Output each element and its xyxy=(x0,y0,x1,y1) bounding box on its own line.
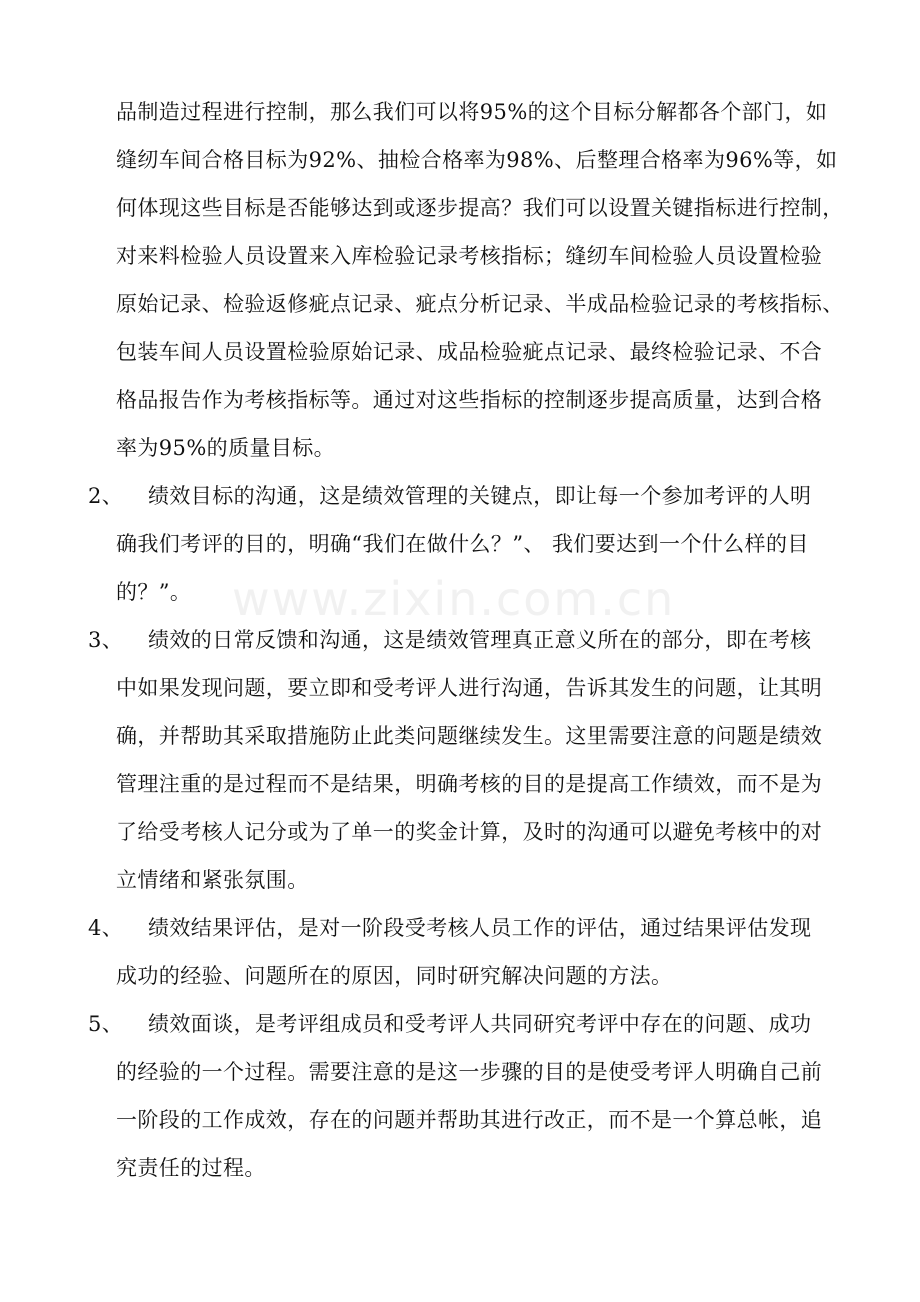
list-item-number: 2、 xyxy=(88,484,124,508)
text-line: 的？”。 xyxy=(116,580,192,604)
text-line: 确，并帮助其采取措施防止此类问题继续发生。这里需要注意的问题是绩效 xyxy=(116,724,823,748)
list-item-first-line xyxy=(0,472,920,520)
list-item-text: 绩效面谈，是考评组成员和受考评人共同研究考评中存在的问题、成功 xyxy=(148,1012,812,1036)
list-item-number: 3、 xyxy=(88,628,124,652)
list-item-number: 4、 xyxy=(88,916,124,940)
text-line: 究责任的过程。 xyxy=(116,1156,266,1180)
list-item-3 xyxy=(0,616,920,904)
text-line: 一阶段的工作成效，存在的问题并帮助其进行改正，而不是一个算总帐，追 xyxy=(116,1108,823,1132)
list-item-first-line xyxy=(0,616,920,664)
list-item-number: 5、 xyxy=(88,1012,124,1036)
text-line: 成功的经验、问题所在的原因，同时研究解决问题的方法。 xyxy=(116,964,673,988)
text-line: 何体现这些目标是否能够达到或逐步提高？我们可以设置关键指标进行控制， xyxy=(116,196,844,220)
list-item-text: 绩效结果评估，是对一阶段受考核人员工作的评估，通过结果评估发现 xyxy=(148,916,812,940)
document-body xyxy=(0,88,920,1192)
text-line: 品制造过程进行控制，那么我们可以将95%的这个目标分解都各个部门，如 xyxy=(116,100,828,124)
text-line: 确我们考评的目的，明确“我们在做什么？”、 我们要达到一个什么样的目 xyxy=(116,532,809,556)
list-item-first-line xyxy=(0,904,920,952)
text-line: 立情绪和紧张氛围。 xyxy=(116,868,309,892)
list-item-5 xyxy=(0,1000,920,1192)
list-item-text: 绩效的日常反馈和沟通，这是绩效管理真正意义所在的部分，即在考核 xyxy=(148,628,812,652)
text-line: 包装车间人员设置检验原始记录、成品检验疵点记录、最终检验记录、不合 xyxy=(116,340,823,364)
paragraph-intro xyxy=(0,88,920,472)
list-item-text: 绩效目标的沟通，这是绩效管理的关键点，即让每一个参加考评的人明 xyxy=(148,484,812,508)
text-line: 原始记录、检验返修疵点记录、疵点分析记录、半成品检验记录的考核指标、 xyxy=(116,292,844,316)
text-line: 的经验的一个过程。需要注意的是这一步骤的目的是使受考评人明确自己前 xyxy=(116,1060,823,1084)
list-item-2 xyxy=(0,472,920,616)
text-line: 缝纫车间合格目标为92%、抽检合格率为98%、后整理合格率为96%等，如 xyxy=(116,148,838,172)
text-line: 了给受考核人记分或为了单一的奖金计算，及时的沟通可以避免考核中的对 xyxy=(116,820,823,844)
text-line: 率为95%的质量目标。 xyxy=(116,436,336,460)
watermark-text: www.zixin.com.cn xyxy=(232,572,676,626)
text-line: 对来料检验人员设置来入库检验记录考核指标；缝纫车间检验人员设置检验 xyxy=(116,244,823,268)
list-item-4 xyxy=(0,904,920,1000)
text-line: 中如果发现问题，要立即和受考评人进行沟通，告诉其发生的问题，让其明 xyxy=(116,676,823,700)
text-line: 管理注重的是过程而不是结果，明确考核的目的是提高工作绩效，而不是为 xyxy=(116,772,823,796)
list-item-first-line xyxy=(0,1000,920,1048)
text-line: 格品报告作为考核指标等。通过对这些指标的控制逐步提高质量，达到合格 xyxy=(116,388,823,412)
